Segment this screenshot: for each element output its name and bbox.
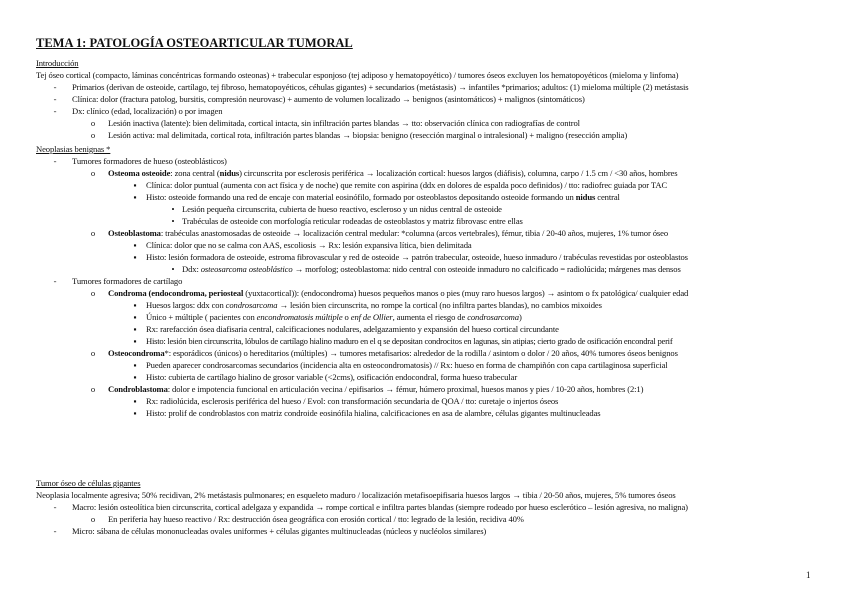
circle-bullet: o [90,168,96,178]
osteoblastoma-clinica-line: Clínica: dolor que no se calma con AAS, escoliosis → Rx: lesión expansiva lítica, bien delimitada [146,240,472,250]
condroma-histo-line: Histo: lesión bien circunscrita, lóbulos de cartílago hialino maduro en el q se depositan condrocitos en lagunas, sin atipias; cierto grado de osificación encondral perif [146,336,673,346]
term-osteoma-osteoide: Osteoma osteoide [108,168,171,178]
osteoma-histo-line [146,192,620,203]
text-run: , aumenta el riesgo de [392,312,468,322]
osteocondroma-pueden-line: Pueden aparecer condrosarcomas secundarios (incidencia alta en osteocondromatosis) // Rx: hueso en forma de champiñón con capa cartilaginosa superficial [146,360,668,370]
neoplasia-line: Neoplasia localmente agresiva; 50% recidivan, 2% metástasis pulmonares; en esqueleto maduro / localización metafisoepifisaria huesos largos → tibia / 20-50 años, mujeres, 5% tumores óseos [36,490,676,500]
term-condroma: Condroma (endocondroma, periosteal [108,288,244,298]
text-run: → morfolog; osteoblastoma: nido central con osteoide inmaduro no calcificado = radiolúcida; márgenes mas densos [292,264,681,274]
square-bullet: ▪ [133,192,137,202]
section-heading-introduccion: Introducción [36,58,79,68]
condroma-line [108,288,688,299]
text-run: : dolor e impotencia funcional en articulación vecina / epifisarios → fémur, húmero proximal, huesos manos y pies / 10-20 años, hombres (2:1) [167,384,644,394]
square-bullet: ▪ [133,312,137,322]
square-bullet: ▪ [133,372,137,382]
condroblastoma-rx-line: Rx: radiolúcida, esclerosis periférica del hueso / Evol: con transformación secundaria de QOA / tto: curetaje o injertos óseos [146,396,559,406]
text-run: ) [518,312,522,322]
macro-line: Macro: lesión osteolítica bien circunscrita, cortical adelgaza y expandida → rompe cortical e infiltra partes blandas (siempre rodeado por hueso esclerótico – lesión agresiva, no maligna) [72,502,688,512]
condroma-rx-line: Rx: rarefacción ósea diafisaria central, calcificaciones nodulares, adelgazamiento y expansión del hueso cortical circundante [146,324,559,334]
text-run: Huesos largos: ddx con [146,300,226,310]
text-run: *: esporádicos (únicos) o hereditarios (múltiples) → tumores metafisarios: alrededor de la rodilla / asintom o dolor / 20 años, 40% tumores óseos benignos [164,348,678,358]
section-heading-neoplasias-benignas: Neoplasias benignas * [36,144,111,154]
dash-bullet: - [53,526,57,536]
dash-bullet: - [53,156,57,166]
circle-bullet: o [90,384,96,394]
clinica-line: Clínica: dolor (fractura patolog, bursitis, compresión neurovasc) + aumento de volumen localizado → benignos (asintomáticos) + malignos (sintomáticos) [72,94,585,104]
primarios-line: Primarios (derivan de osteoide, cartílago, tej fibroso, hematopoyéticos, céhulas gigantes) + secundarios (metástasis) → infantiles *primarios; adultos: (1) mieloma múltiple (2) metástasis [72,82,689,92]
dash-bullet: - [53,106,57,116]
text-run: condrosarcoma [225,300,278,310]
tumores-formadores-cartilago: Tumores formadores de cartílago [72,276,183,286]
square-bullet: ▪ [133,408,137,418]
micro-line: Micro: sábana de células mononucleadas ovales uniformes + células gigantes multinucleadas (núcleos y nucléolos similares) [72,526,487,536]
osteocondroma-histo-line: Histo: cubierta de cartílago hialino de grosor variable (<2cms), osificación endocondral, forma hueso trabecular [146,372,518,382]
circle-bullet: o [90,288,96,298]
term-osteocondroma: Osteocondroma [108,348,165,358]
dot-bullet: • [171,204,175,214]
text-run: o [342,312,351,322]
circle-bullet: o [90,228,96,238]
dot-bullet: • [171,264,175,274]
dash-bullet: - [53,276,57,286]
osteoblastoma-ddx-line [182,264,681,275]
term-nidus: nidus [575,192,596,202]
osteoblastoma-histo-line: Histo: lesión formadora de osteoide, estroma fibrovascular y red de osteoide → patrón trabecular, osteoide, hueso inmaduro / trabéculas revestidas por osteoblastos [146,252,688,262]
text-run: (yuxtacortical)): (endocondroma) huesos pequeños manos o pies (muy raro huesos largos) → asintom o fx patológica/ cualquier edad [243,288,689,298]
osteoma-trabeculas-line: Trabéculas de osteoide con morfología reticular rodeadas de osteoblastos y matriz fibrovasc entre ellas [182,216,523,226]
dash-bullet: - [53,82,57,92]
text-run: : zona central ( [170,168,220,178]
text-run: condrosarcoma [467,312,519,322]
term-nidus: nidus [219,168,240,178]
square-bullet: ▪ [133,252,137,262]
text-run: Histo: osteoide formando una red de encaje con material eosinófilo, formado por osteoblastos depositando osteoide formando un [146,192,576,202]
condroma-huesos-largos-line [146,300,602,311]
square-bullet: ▪ [133,240,137,250]
square-bullet: ▪ [133,180,137,190]
text-run: enf de Ollier [350,312,393,322]
circle-bullet: o [90,348,96,358]
page-number: 1 [806,570,811,580]
square-bullet: ▪ [133,360,137,370]
condroma-unico-line [146,312,522,323]
square-bullet: ▪ [133,300,137,310]
lesion-inactiva-line: Lesión inactiva (latente): bien delimitada, cortical intacta, sin infiltración partes blandas → tto: observación clínica con radiografías de control [108,118,580,128]
square-bullet: ▪ [133,336,137,346]
dash-bullet: - [53,502,57,512]
condroblastoma-line [108,384,643,395]
osteoma-lesion-line: Lesión pequeña circunscrita, cubierta de hueso reactivo, escleroso y un nidus central de osteoide [182,204,502,214]
page-title: TEMA 1: PATOLOGÍA OSTEOARTICULAR TUMORAL [36,36,353,50]
osteocondroma-line [108,348,678,359]
circle-bullet: o [90,514,96,524]
text-run: Ddx: [182,264,201,274]
text-run: → lesión bien circunscrita, no rompe la cortical (no infiltra partes blandas), no cambios mixoides [277,300,602,310]
condroblastoma-histo-line: Histo: prolif de condroblastos con matriz condroide eosinófila hialina, calcificaciones en asa de alambre, células gigantes multinucleadas [146,408,601,418]
lesion-activa-line: Lesión activa: mal delimitada, cortical rota, infiltración partes blandas → biopsia: benigno (resección marginal o intralesional) + maligno (resección amplia) [108,130,628,140]
section-heading-celulas-gigantes: Tumor óseo de células gigantes [36,478,141,488]
dx-line: Dx: clínico (edad, localización) o por imagen [72,106,223,116]
periferia-line: En periferia hay hueso reactivo / Rx: destrucción ósea geográfica con erosión cortical / tto: legrado de la lesión, recidiva 40% [108,514,524,524]
circle-bullet: o [90,130,96,140]
text-run: : trabéculas anastomosadas de osteoide → localización central medular: *columna (arcos vertebrales), fémur, tibia / 20-40 años, mujeres, 1% tumor óseo [160,228,669,238]
square-bullet: ▪ [133,396,137,406]
tumores-formadores-hueso: Tumores formadores de hueso (osteoblásticos) [72,156,227,166]
osteoma-osteoide-line [108,168,677,179]
dot-bullet: • [171,216,175,226]
text-run: encondromatosis múltiple [256,312,343,322]
osteoma-clinica-line: Clínica: dolor puntual (aumenta con act física y de noche) que remite con aspirina (ddx en dolores de espalda poco definidos) / tto: radiofrec guiada por TAC [146,180,668,190]
term-condroblastoma: Condroblastoma [108,384,168,394]
circle-bullet: o [90,118,96,128]
text-run: Único + múltiple ( pacientes con [146,312,257,322]
term-osteoblastoma: Osteoblastoma [108,228,161,238]
text-run: central [595,192,620,202]
square-bullet: ▪ [133,324,137,334]
osteoblastoma-line [108,228,668,239]
text-run: osteosarcoma osteoblástico [200,264,293,274]
dash-bullet: - [53,94,57,104]
intro-line: Tej óseo cortical (compacto, láminas concéntricas formando osteonas) + trabecular esponjoso (tej adiposo y hematopoyético) / tumores óseos excluyen los hematopoyéticos (mieloma y linfoma) [36,70,679,80]
text-run: ) circunscrita por esclerosis periférica → localización cortical: huesos largos (diáfisis), columna, carpo / 1.5 cm / <30 años, hombres [239,168,678,178]
